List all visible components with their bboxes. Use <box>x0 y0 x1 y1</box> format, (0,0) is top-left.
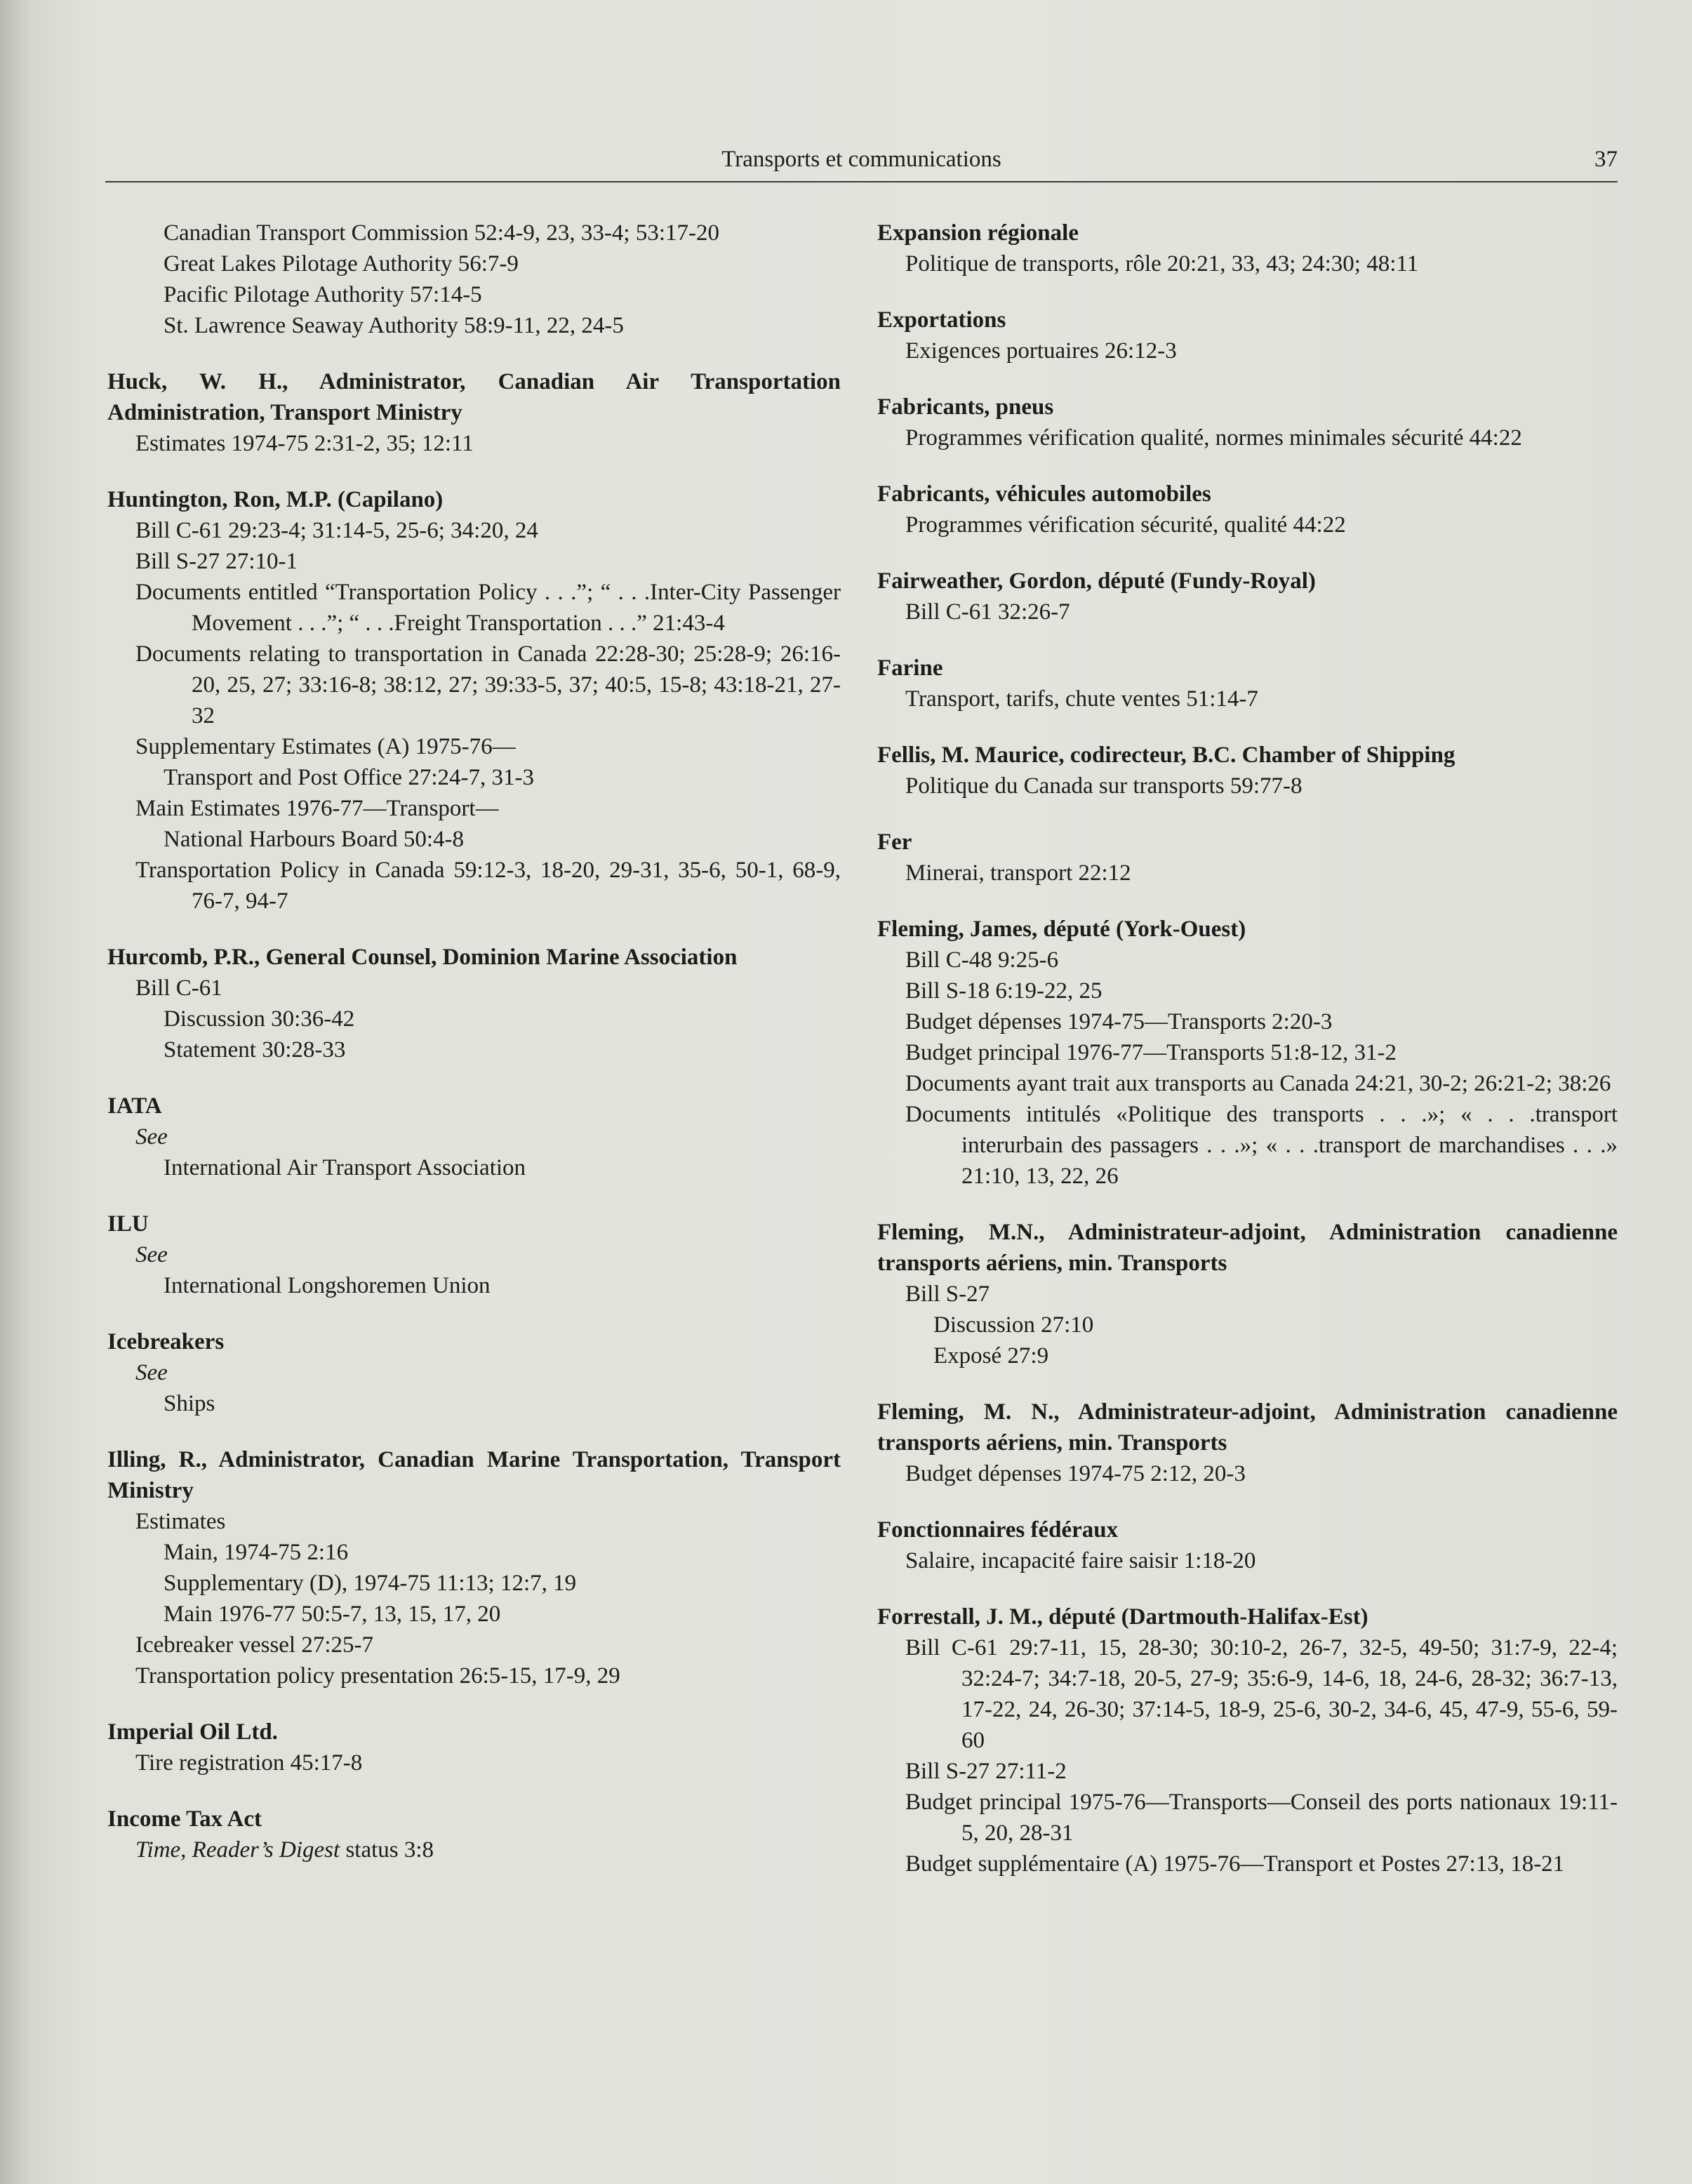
page-number: 37 <box>1594 147 1618 172</box>
index-entry <box>877 479 1618 540</box>
index-entry <box>877 1217 1618 1371</box>
entry-heading: Income Tax Act <box>107 1806 262 1832</box>
index-entry <box>107 218 841 341</box>
entry-heading: Fairweather, Gordon, député (Fundy-Royal) <box>877 568 1316 594</box>
entry-subline: Budget dépenses 1974-75 2:12, 20-3 <box>905 1461 1246 1486</box>
entry-heading: Hurcomb, P.R., General Counsel, Dominion Marine Association <box>107 945 738 970</box>
index-entry <box>107 1804 841 1865</box>
entry-heading: Illing, R., Administrator, Canadian Marine Transportation, Transport Ministry <box>107 1447 841 1503</box>
entry-subline <box>107 1835 841 1865</box>
header-rule <box>105 181 1618 182</box>
entry-subline: Transportation policy presentation 26:5-15, 17-9, 29 <box>135 1663 620 1689</box>
entry-heading: Fleming, M. N., Administrateur-adjoint, Administration canadienne transports aériens, min. Transports <box>877 1399 1618 1456</box>
index-entry <box>877 566 1618 627</box>
index-entry <box>877 740 1618 801</box>
index-entry <box>877 1514 1618 1576</box>
entry-subline: International Air Transport Association <box>164 1155 526 1180</box>
entry-heading: Icebreakers <box>107 1329 225 1354</box>
index-entry <box>877 1397 1618 1489</box>
entry-heading: IATA <box>107 1093 162 1119</box>
entry-subline: Great Lakes Pilotage Authority 56:7-9 <box>164 251 519 277</box>
entry-subline: Bill S-27 27:11-2 <box>905 1759 1067 1784</box>
entry-subline: See <box>135 1124 168 1150</box>
index-entry <box>877 305 1618 366</box>
entry-subline: Ships <box>164 1391 215 1416</box>
entry-subline: Main 1976-77 50:5-7, 13, 15, 17, 20 <box>164 1602 501 1627</box>
entry-subline: St. Lawrence Seaway Authority 58:9-11, 22, 24-5 <box>164 313 624 338</box>
entry-heading: Fleming, James, député (York-Ouest) <box>877 917 1246 942</box>
entry-subline: Main, 1974-75 2:16 <box>164 1540 349 1565</box>
entry-heading: Fleming, M.N., Administrateur-adjoint, Administration canadienne transports aériens, min. Transports <box>877 1220 1618 1276</box>
entry-heading: Farine <box>877 655 943 681</box>
entry-subline: Transport, tarifs, chute ventes 51:14-7 <box>905 686 1258 712</box>
entry-subline: Bill C-61 32:26-7 <box>905 599 1070 625</box>
entry-subline: Pacific Pilotage Authority 57:14-5 <box>164 282 482 307</box>
entry-subline: Programmes vérification qualité, normes minimales sécurité 44:22 <box>905 425 1522 451</box>
entry-heading: Fellis, M. Maurice, codirecteur, B.C. Chamber of Shipping <box>877 743 1455 768</box>
entry-subline: Bill S-27 27:10-1 <box>135 549 298 574</box>
index-entry <box>877 218 1618 279</box>
entry-subline: Minerai, transport 22:12 <box>905 860 1131 886</box>
entry-heading: Fabricants, pneus <box>877 394 1054 420</box>
running-header <box>105 144 1618 179</box>
entry-subline: International Longshoremen Union <box>164 1273 491 1298</box>
entry-heading: Expansion régionale <box>877 220 1079 246</box>
entry-subline: Estimates 1974-75 2:31-2, 35; 12:11 <box>135 431 474 456</box>
entry-subline: Canadian Transport Commission 52:4-9, 23, 33-4; 53:17-20 <box>164 220 719 246</box>
entry-subline: Programmes vérification sécurité, qualité 44:22 <box>905 512 1346 538</box>
index-entry <box>107 484 841 917</box>
entry-subline: Documents relating to transportation in Canada 22:28-30; 25:28-9; 26:16-20, 25, 27; 33:16-8; 38:12, 27; 39:33-5, 37; 40:5, 15-8; 43:18-21, 27-32 <box>135 641 841 728</box>
entry-subline: Main Estimates 1976-77—Transport— <box>135 796 499 821</box>
entry-subline: Politique de transports, rôle 20:21, 33, 43; 24:30; 48:11 <box>905 251 1419 277</box>
entry-subline: Bill C-61 29:7-11, 15, 28-30; 30:10-2, 26-7, 32-5, 49-50; 31:7-9, 22-4; 32:24-7; 34:7-18, 20-5, 27-9; 35:6-9, 14-6, 18, 24-6, 28-32; 36:7-13, 17-22, 24, 26-30; 37:14-5, 18-9, 25-6, 30-2, 34-6, 45, 47-9, 55-6, 59-60 <box>905 1635 1618 1753</box>
entry-subline: Documents entitled “Transportation Policy . . .”; “ . . .Inter-City Passenger Movement . . .”; “ . . .Freight Transportation . . .” 21:43-4 <box>135 580 841 636</box>
entry-subline: Discussion 27:10 <box>933 1312 1094 1338</box>
entry-subline: Budget principal 1976-77—Transports 51:8-12, 31-2 <box>905 1040 1397 1065</box>
subline-text: status 3:8 <box>340 1837 434 1863</box>
entry-heading: Huntington, Ron, M.P. (Capilano) <box>107 487 444 512</box>
italic-title: Time, Reader’s Digest <box>135 1837 340 1863</box>
entry-subline: See <box>135 1242 168 1267</box>
index-entry <box>877 653 1618 714</box>
entry-subline: Exposé 27:9 <box>933 1343 1049 1369</box>
entry-subline: Icebreaker vessel 27:25-7 <box>135 1632 374 1658</box>
entry-subline: Budget supplémentaire (A) 1975-76—Transport et Postes 27:13, 18-21 <box>905 1851 1565 1877</box>
entry-subline: Bill S-18 6:19-22, 25 <box>905 978 1103 1004</box>
entry-heading: Fabricants, véhicules automobiles <box>877 481 1211 507</box>
entry-heading: Huck, W. H., Administrator, Canadian Air Transportation Administration, Transport Ministry <box>107 369 841 425</box>
entry-heading: Fer <box>877 830 912 855</box>
entry-heading: Forrestall, J. M., député (Dartmouth-Halifax-Est) <box>877 1604 1368 1630</box>
index-entry <box>107 942 841 1065</box>
entry-subline: Documents intitulés «Politique des transports . . .»; « . . .transport interurbain des passagers . . .»; « . . .transport de marchandises . . .» 21:10, 13, 22, 26 <box>905 1102 1618 1189</box>
entry-subline: See <box>135 1360 168 1385</box>
entry-subline: Bill C-48 9:25-6 <box>905 947 1059 973</box>
entry-subline: Exigences portuaires 26:12-3 <box>905 338 1177 364</box>
index-entry <box>877 1602 1618 1879</box>
running-title: Transports et communications <box>721 147 1001 172</box>
entry-subline: Bill C-61 29:23-4; 31:14-5, 25-6; 34:20, 24 <box>135 518 538 543</box>
entry-subline: Politique du Canada sur transports 59:77-8 <box>905 773 1303 799</box>
entry-heading: ILU <box>107 1211 149 1237</box>
index-entry <box>877 827 1618 888</box>
index-entry <box>107 1208 841 1301</box>
entry-subline: Discussion 30:36-42 <box>164 1006 355 1032</box>
entry-heading: Imperial Oil Ltd. <box>107 1719 278 1745</box>
entry-subline: Budget principal 1975-76—Transports—Conseil des ports nationaux 19:11-5, 20, 28-31 <box>905 1790 1618 1846</box>
entry-heading: Exportations <box>877 307 1006 333</box>
right-column <box>877 218 1618 1905</box>
left-column <box>107 218 841 1891</box>
entry-subline: Salaire, incapacité faire saisir 1:18-20 <box>905 1548 1256 1573</box>
entry-subline: Transportation Policy in Canada 59:12-3, 18-20, 29-31, 35-6, 50-1, 68-9, 76-7, 94-7 <box>135 858 841 914</box>
entry-subline: Estimates <box>135 1509 226 1534</box>
index-entry <box>877 914 1618 1192</box>
entry-subline: Documents ayant trait aux transports au Canada 24:21, 30-2; 26:21-2; 38:26 <box>905 1071 1611 1096</box>
entry-subline: Transport and Post Office 27:24-7, 31-3 <box>164 765 534 790</box>
entry-subline: Supplementary (D), 1974-75 11:13; 12:7, 19 <box>164 1571 577 1596</box>
index-entry <box>107 1717 841 1778</box>
index-entry <box>107 1444 841 1691</box>
entry-subline: National Harbours Board 50:4-8 <box>164 827 464 852</box>
index-entry <box>107 1326 841 1419</box>
index-entry <box>107 1091 841 1183</box>
index-entry <box>107 366 841 459</box>
entry-heading: Fonctionnaires fédéraux <box>877 1517 1119 1543</box>
entry-subline: Bill S-27 <box>905 1281 990 1307</box>
index-entry <box>877 392 1618 453</box>
entry-subline: Bill C-61 <box>135 976 222 1001</box>
entry-subline: Budget dépenses 1974-75—Transports 2:20-3 <box>905 1009 1333 1034</box>
entry-subline: Supplementary Estimates (A) 1975-76— <box>135 734 516 759</box>
entry-subline: Statement 30:28-33 <box>164 1037 346 1063</box>
entry-subline: Tire registration 45:17-8 <box>135 1750 363 1776</box>
